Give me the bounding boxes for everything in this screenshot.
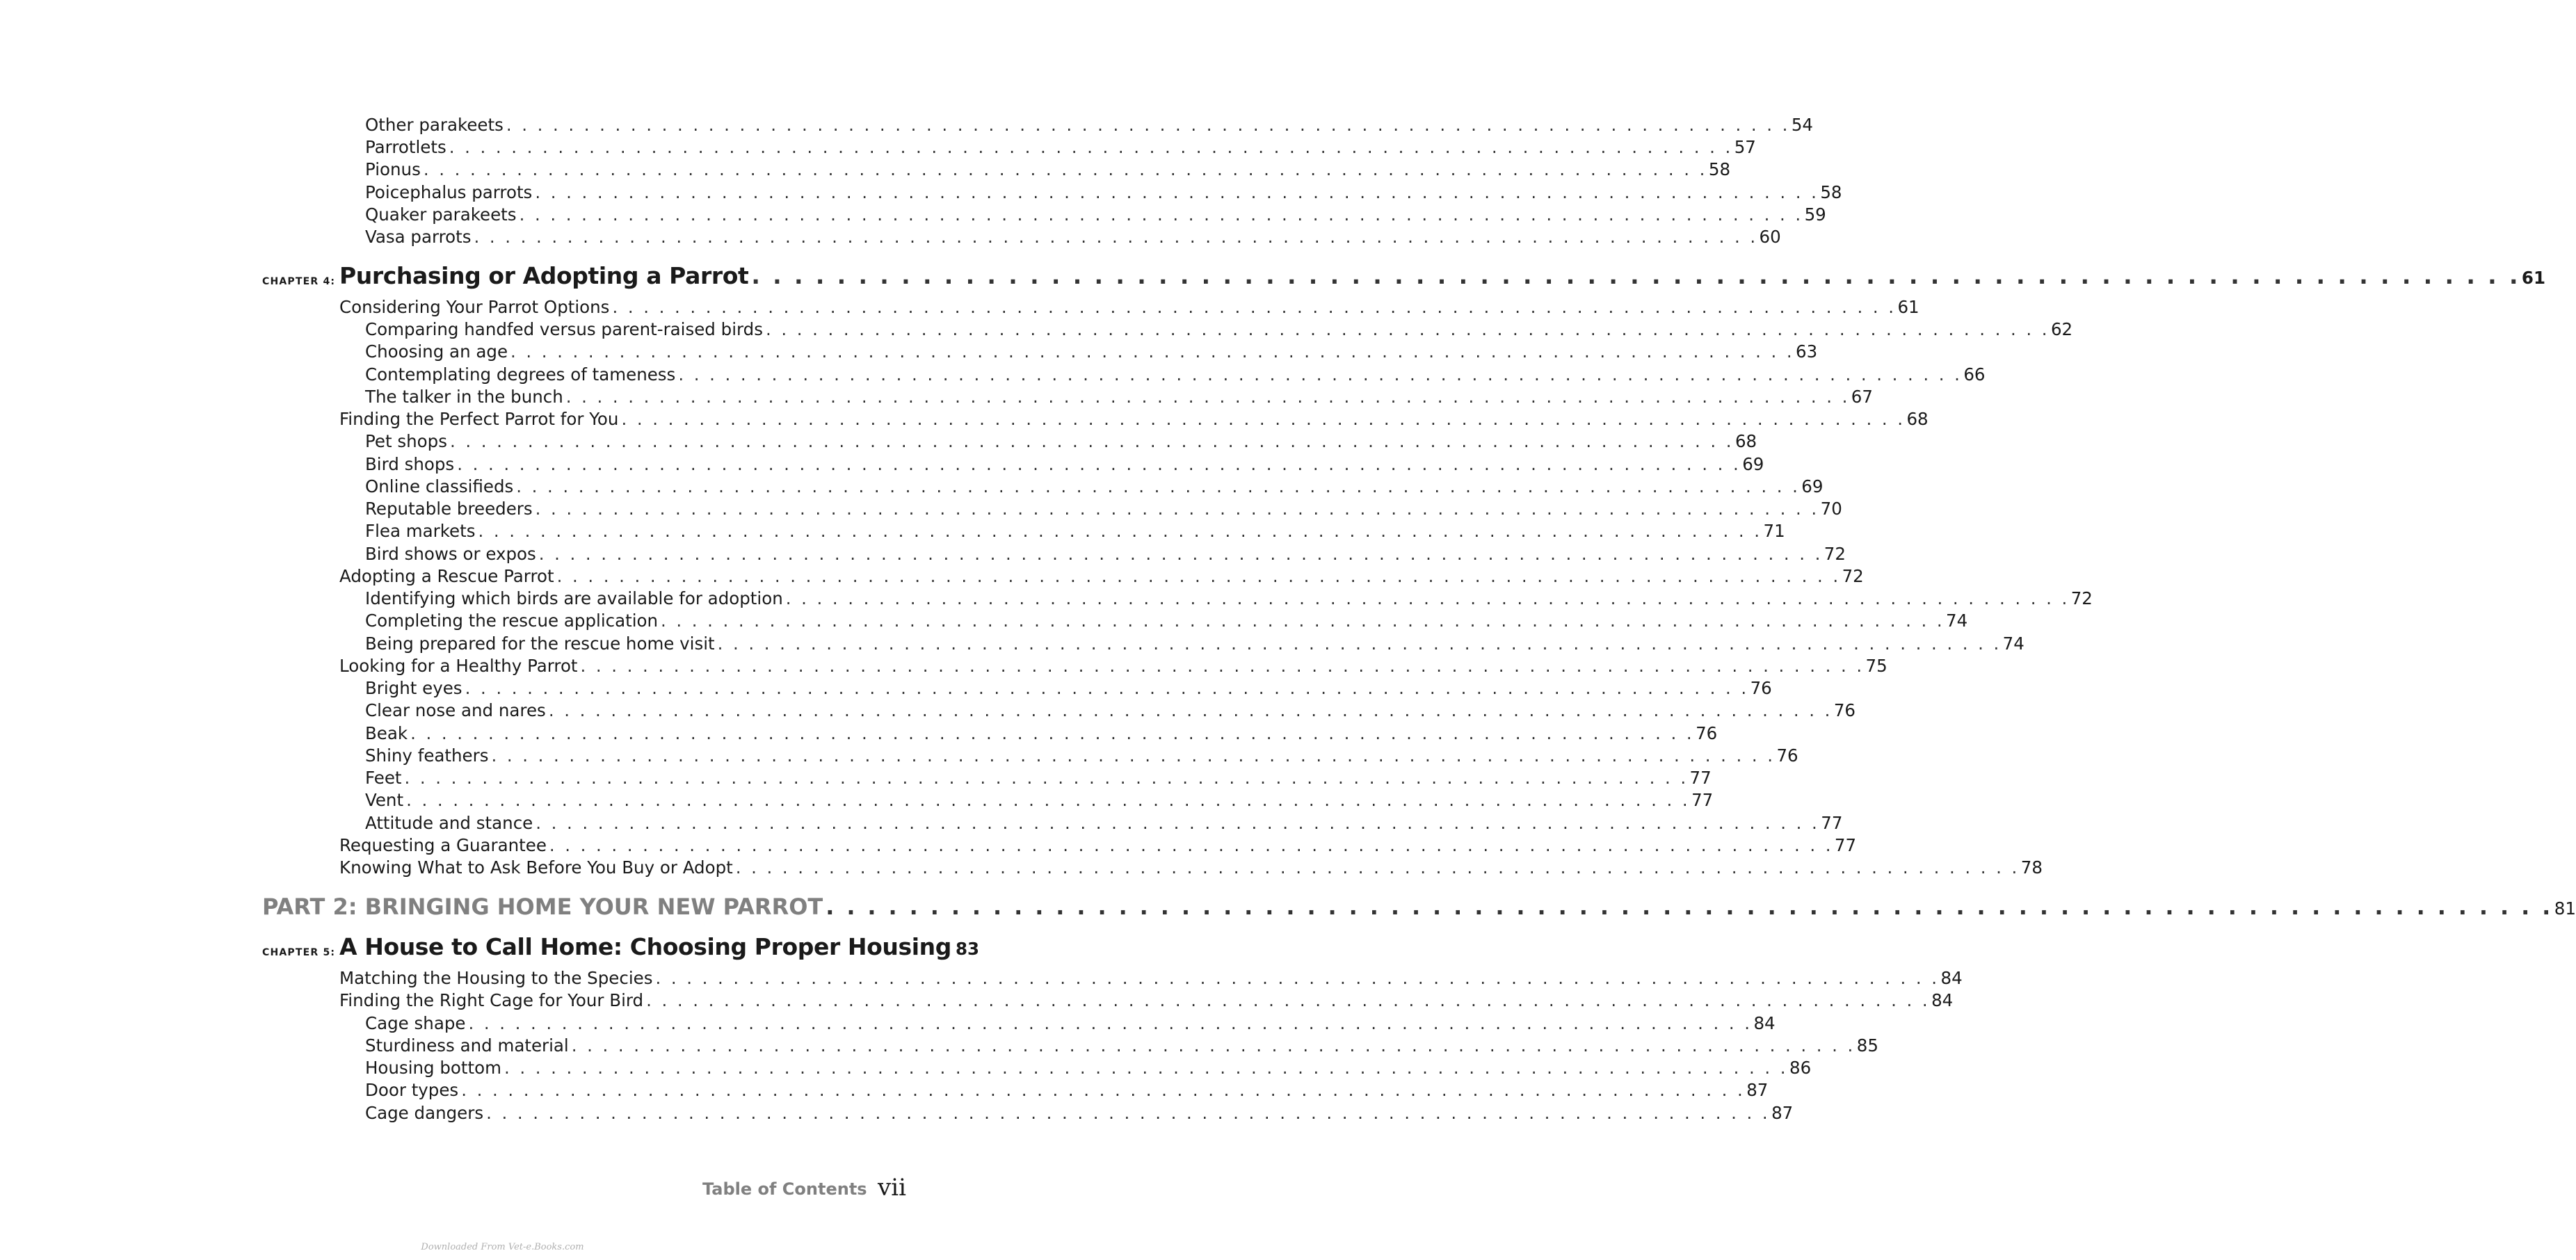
leader-dots: . . . . . . . . . . . . . . . . . . . . . . . . . . . . . . . . . . . . . . . . . . . . . . . . . . . . . . . . . . . . . . . . . . . . . . . . . . . . . . . . . . .	[519, 204, 1803, 225]
toc-entry-page: 69	[1801, 476, 1824, 496]
chapter-label: CHAPTER 4:	[262, 276, 336, 287]
toc-entry-sub	[365, 767, 1712, 789]
toc-entry-page: 68	[1906, 409, 1929, 429]
toc-entry-title: Knowing What to Ask Before You Buy or Adopt	[339, 857, 733, 878]
leader-dots: . . . . . . . . . . . . . . . . . . . . . . . . . . . . . . . . . . . . . . . . . . . . . . . . . . . . . . . . . . . . . . . . . . . . . . . . . . . . . . . . . . .	[474, 227, 1758, 247]
leader-dots: . . . . . . . . . . . . . . . . . . . . . . . . . . . . . . . . . . . . . . . . . . . . . . . . . . . . . . . . . . . . . . . . . . . . . . . . . . . . . . . . . . .	[410, 723, 1695, 743]
toc-entry-page: 69	[1742, 454, 1764, 474]
toc-entry-sub	[365, 181, 1842, 204]
toc-entry-title: PART 2: BRINGING HOME YOUR NEW PARROT	[262, 894, 823, 920]
toc-entry-sub	[365, 1102, 1794, 1124]
toc-entry-title: Finding the Perfect Parrot for You	[339, 409, 619, 429]
toc-entry-page: 70	[1820, 499, 1842, 519]
leader-dots: . . . . . . . . . . . . . . . . . . . . . . . . . . . . . . . . . . . . . . . . . . . . . . . . . . . . . . . . . . . . . . . . . . . . . . . . . . . . . . . . . . .	[504, 1058, 1788, 1078]
toc-entry-section	[339, 296, 1919, 318]
toc-entry-page: 71	[1763, 521, 1785, 541]
toc-entry-page: 60	[1759, 227, 1781, 247]
toc-entry-title: Looking for a Healthy Parrot	[339, 656, 578, 676]
toc-entry-sub	[365, 476, 1824, 498]
toc-entry-page: 81	[2554, 898, 2576, 919]
toc-entry-title: Pet shops	[365, 431, 447, 451]
toc-entry-page: 76	[1776, 745, 1798, 766]
toc-entry-page: 68	[1734, 431, 1757, 451]
toc-entry-page: 76	[1696, 723, 1718, 743]
toc-entry-sub	[365, 159, 1731, 181]
toc-entry-sub	[365, 114, 1814, 136]
toc-entry-sub	[365, 386, 1873, 408]
toc-entry-sub	[365, 588, 2093, 610]
leader-dots: . . . . . . . . . . . . . . . . . . . . . . . . . . . . . . . . . . . . . . . . . . . . . . . . . . . . . . . . . . . . . . . . . . . . . . . . . . . . . . . . . . .	[468, 1013, 1753, 1033]
toc-entry-page: 62	[2050, 319, 2073, 339]
toc-entry-sub	[365, 677, 1772, 700]
leader-dots: . . . . . . . . . . . . . . . . . . . . . . . . . . . . . . . . . . . . . . . . . . . . . . . . . . . . . . . . . . . . . . . . . . . . . . . . . . . . . . . . . . .	[646, 990, 1931, 1010]
toc-entry-sub	[365, 318, 2073, 341]
toc-entry-page: 84	[1753, 1013, 1776, 1033]
toc-entry-title: Identifying which birds are available for adoption	[365, 588, 783, 608]
leader-dots: . . . . . . . . . . . . . . . . . . . . . . . . . . . . . . . . . . . . . . . . . . . . . . . . . . . . . . . . . . . . . . . . . . . . . . . . . . . . . . . . . . .	[751, 262, 2520, 289]
leader-dots: . . . . . . . . . . . . . . . . . . . . . . . . . . . . . . . . . . . . . . . . . . . . . . . . . . . . . . . . . . . . . . . . . . . . . . . . . . . . . . . . . . .	[612, 297, 1897, 317]
toc-entry-title: Requesting a Guarantee	[339, 835, 547, 855]
leader-dots: . . . . . . . . . . . . . . . . . . . . . . . . . . . . . . . . . . . . . . . . . . . . . . . . . . . . . . . . . . . . . . . . . . . . . . . . . . . . . . . . . . .	[491, 745, 1776, 766]
toc-entry-page: 66	[1963, 364, 1986, 385]
leader-dots: . . . . . . . . . . . . . . . . . . . . . . . . . . . . . . . . . . . . . . . . . . . . . . . . . . . . . . . . . . . . . . . . . . . . . . . . . . . . . . . . . . .	[465, 678, 1749, 698]
toc-entry-title: Comparing handfed versus parent-raised birds	[365, 319, 763, 339]
leader-dots: . . . . . . . . . . . . . . . . . . . . . . . . . . . . . . . . . . . . . . . . . . . . . . . . . . . . . . . . . . . . . . . . . . . . . . . . . . . . . . . . . . .	[423, 159, 1707, 179]
toc-entry-page: 76	[1750, 678, 1772, 698]
leader-dots: . . . . . . . . . . . . . . . . . . . . . . . . . . . . . . . . . . . . . . . . . . . . . . . . . . . . . . . . . . . . . . . . . . . . . . . . . . . . . . . . . . .	[478, 521, 1762, 541]
toc-entry-page: 72	[1824, 544, 1846, 564]
toc-entry-title: Other parakeets	[365, 115, 504, 135]
toc-entry-title: Online classifieds	[365, 476, 514, 496]
toc-entry-title: Sturdiness and material	[365, 1035, 569, 1056]
toc-entry-page: 75	[1865, 656, 1887, 676]
toc-entry-page: 61	[2521, 268, 2546, 288]
toc-entry-page: 59	[1804, 204, 1826, 225]
toc-entry-sub	[365, 1012, 1776, 1035]
toc-entry-part	[262, 893, 2576, 923]
leader-dots: . . . . . . . . . . . . . . . . . . . . . . . . . . . . . . . . . . . . . . . . . . . . . . . . . . . . . . . . . . . . . . . . . . . . . . . . . . . . . . . . . . .	[449, 431, 1734, 451]
leader-dots: . . . . . . . . . . . . . . . . . . . . . . . . . . . . . . . . . . . . . . . . . . . . . . . . . . . . . . . . . . . . . . . . . . . . . . . . . . . . . . . . . . .	[621, 409, 1906, 429]
toc-entry-title: Attitude and stance	[365, 813, 533, 833]
toc-entry-page: 58	[1708, 159, 1731, 179]
leader-dots: . . . . . . . . . . . . . . . . . . . . . . . . . . . . . . . . . . . . . . . . . . . . . . . . . . . . . . . . . . . . . . . . . . . . . . . . . . . . . . . . . . .	[785, 588, 2070, 608]
toc-entry-section	[339, 990, 1954, 1012]
toc-entry-page: 63	[1796, 341, 1818, 362]
toc-entry-title: Feet	[365, 768, 402, 788]
toc-entry-page: 58	[1820, 182, 1842, 202]
toc-entry-page: 74	[1946, 611, 1968, 631]
toc-entry-title: Bird shops	[365, 454, 455, 474]
toc-entry-sub	[365, 136, 1756, 159]
toc-entry-section	[339, 967, 1963, 990]
watermark: Downloaded From Vet-e.Books.com	[421, 1242, 584, 1252]
toc-entry-title: Pionus	[365, 159, 421, 179]
leader-dots: . . . . . . . . . . . . . . . . . . . . . . . . . . . . . . . . . . . . . . . . . . . . . . . . . . . . . . . . . . . . . . . . . . . . . . . . . . . . . . . . . . .	[535, 499, 1819, 519]
toc-entry-sub	[365, 633, 2024, 655]
toc-entry-sub	[365, 520, 1785, 542]
toc-entry-title: The talker in the bunch	[365, 387, 563, 407]
toc-entry-page: 77	[1689, 768, 1712, 788]
leader-dots: . . . . . . . . . . . . . . . . . . . . . . . . . . . . . . . . . . . . . . . . . . . . . . . . . . . . . . . . . . . . . . . . . . . . . . . . . . . . . . . . . . .	[717, 633, 2002, 654]
toc-entry-page: 78	[2020, 857, 2043, 878]
leader-dots: . . . . . . . . . . . . . . . . . . . . . . . . . . . . . . . . . . . . . . . . . . . . . . . . . . . . . . . . . . . . . . . . . . . . . . . . . . . . . . . . . . .	[549, 835, 1833, 855]
toc-entry-sub	[365, 341, 1818, 363]
toc-entry-section	[339, 857, 2043, 879]
leader-dots: . . . . . . . . . . . . . . . . . . . . . . . . . . . . . . . . . . . . . . . . . . . . . . . . . . . . . . . . . . . . . . . . . . . . . . . . . . . . . . . . . . .	[655, 968, 1940, 988]
toc-entry-page: 84	[1940, 968, 1963, 988]
leader-dots: . . . . . . . . . . . . . . . . . . . . . . . . . . . . . . . . . . . . . . . . . . . . . . . . . . . . . . . . . . . . . . . . . . . . . . . . . . . . . . . . . . .	[404, 768, 1689, 788]
toc-entry-title: Completing the rescue application	[365, 611, 659, 631]
leader-dots: . . . . . . . . . . . . . . . . . . . . . . . . . . . . . . . . . . . . . . . . . . . . . . . . . . . . . . . . . . . . . . . . . . . . . . . . . . . . . . . . . . .	[516, 476, 1801, 496]
toc-entry-title: Being prepared for the rescue home visit	[365, 633, 715, 654]
toc-entry-title: Vasa parrots	[365, 227, 472, 247]
toc-entry-title: Cage shape	[365, 1013, 466, 1033]
leader-dots: . . . . . . . . . . . . . . . . . . . . . . . . . . . . . . . . . . . . . . . . . . . . . . . . . . . . . . . . . . . . . . . . . . . . . . . . . . . . . . . . . . .	[735, 857, 2020, 878]
leader-dots: . . . . . . . . . . . . . . . . . . . . . . . . . . . . . . . . . . . . . . . . . . . . . . . . . . . . . . . . . . . . . . . . . . . . . . . . . . . . . . . . . . .	[449, 137, 1733, 157]
toc-entry-title: Matching the Housing to the Species	[339, 968, 653, 988]
toc-entry-title: A House to Call Home: Choosing Proper Housing	[339, 933, 951, 960]
leader-dots: . . . . . . . . . . . . . . . . . . . . . . . . . . . . . . . . . . . . . . . . . . . . . . . . . . . . . . . . . . . . . . . . . . . . . . . . . . . . . . . . . . .	[580, 656, 1865, 676]
toc-entry-sub	[365, 1057, 1812, 1079]
toc-entry-page: 72	[1842, 566, 1864, 586]
toc-entry-title: Housing bottom	[365, 1058, 501, 1078]
toc-entry-page: 85	[1856, 1035, 1878, 1056]
leader-dots: . . . . . . . . . . . . . . . . . . . . . . . . . . . . . . . . . . . . . . . . . . . . . . . . . . . . . . . . . . . . . . . . . . . . . . . . . . . . . . . . . . .	[571, 1035, 1855, 1056]
toc-entry-page: 87	[1771, 1103, 1794, 1123]
page-number: vii	[878, 1174, 906, 1202]
toc-entry-sub	[365, 610, 1968, 632]
footer-label: Table of Contents	[702, 1179, 867, 1199]
toc-entry-sub	[365, 700, 1855, 722]
toc-entry-title: Cage dangers	[365, 1103, 484, 1123]
toc-entry-section	[339, 408, 1929, 430]
leader-dots: . . . . . . . . . . . . . . . . . . . . . . . . . . . . . . . . . . . . . . . . . . . . . . . . . . . . . . . . . . . . . . . . . . . . . . . . . . . . . . . . . . .	[510, 341, 1795, 362]
leader-dots: . . . . . . . . . . . . . . . . . . . . . . . . . . . . . . . . . . . . . . . . . . . . . . . . . . . . . . . . . . . . . . . . . . . . . . . . . . . . . . . . . . .	[457, 454, 1741, 474]
toc-entry-title: Vent	[365, 790, 404, 810]
toc-entry-title: Purchasing or Adopting a Parrot	[339, 262, 749, 289]
toc-entry-page: 57	[1734, 137, 1756, 157]
toc-entry-section	[339, 565, 1864, 588]
toc-entry-sub	[365, 453, 1764, 476]
toc-entry-sub	[365, 543, 1846, 565]
leader-dots: . . . . . . . . . . . . . . . . . . . . . . . . . . . . . . . . . . . . . . . . . . . . . . . . . . . . . . . . . . . . . . . . . . . . . . . . . . . . . . . . . . .	[461, 1080, 1746, 1100]
toc-entry-title: Adopting a Rescue Parrot	[339, 566, 554, 586]
toc-entry-title: Choosing an age	[365, 341, 508, 362]
toc-entry-sub	[365, 789, 1714, 811]
toc-entry-section	[339, 834, 1857, 857]
leader-dots: . . . . . . . . . . . . . . . . . . . . . . . . . . . . . . . . . . . . . . . . . . . . . . . . . . . . . . . . . . . . . . . . . . . . . . . . . . . . . . . . . . .	[826, 894, 2553, 920]
toc-entry-page: 87	[1746, 1080, 1769, 1100]
toc-entry-page: 77	[1834, 835, 1857, 855]
toc-entry-title: Contemplating degrees of tameness	[365, 364, 676, 385]
leader-dots: . . . . . . . . . . . . . . . . . . . . . . . . . . . . . . . . . . . . . . . . . . . . . . . . . . . . . . . . . . . . . . . . . . . . . . . . . . . . . . . . . . .	[506, 115, 1790, 135]
toc-entry-title: Considering Your Parrot Options	[339, 297, 610, 317]
toc-entry-sub	[365, 1079, 1769, 1101]
toc-entry-title: Bird shows or expos	[365, 544, 536, 564]
toc-entry-sub	[365, 204, 1826, 226]
toc-entry-title: Door types	[365, 1080, 459, 1100]
toc-entry-chapter	[339, 933, 980, 963]
toc-entry-page: 67	[1851, 387, 1873, 407]
toc-entry-sub	[365, 226, 1781, 248]
toc-entry-page: 74	[2002, 633, 2024, 654]
leader-dots: . . . . . . . . . . . . . . . . . . . . . . . . . . . . . . . . . . . . . . . . . . . . . . . . . . . . . . . . . . . . . . . . . . . . . . . . . . . . . . . . . . .	[406, 790, 1691, 810]
toc-entry-title: Beak	[365, 723, 408, 743]
leader-dots: . . . . . . . . . . . . . . . . . . . . . . . . . . . . . . . . . . . . . . . . . . . . . . . . . . . . . . . . . . . . . . . . . . . . . . . . . . . . . . . . . . .	[535, 182, 1819, 202]
chapter-label: CHAPTER 5:	[262, 947, 336, 958]
leader-dots: . . . . . . . . . . . . . . . . . . . . . . . . . . . . . . . . . . . . . . . . . . . . . . . . . . . . . . . . . . . . . . . . . . . . . . . . . . . . . . . . . . .	[486, 1103, 1771, 1123]
toc-entry-section	[339, 655, 1887, 677]
toc-entry-title: Reputable breeders	[365, 499, 533, 519]
toc-entry-title: Finding the Right Cage for Your Bird	[339, 990, 644, 1010]
toc-entry-page: 84	[1931, 990, 1954, 1010]
leader-dots: . . . . . . . . . . . . . . . . . . . . . . . . . . . . . . . . . . . . . . . . . . . . . . . . . . . . . . . . . . . . . . . . . . . . . . . . . . . . . . . . . . .	[548, 700, 1833, 720]
toc-entry-page: 77	[1691, 790, 1714, 810]
toc-entry-page: 83	[955, 939, 980, 959]
toc-entry-page: 86	[1789, 1058, 1812, 1078]
leader-dots: . . . . . . . . . . . . . . . . . . . . . . . . . . . . . . . . . . . . . . . . . . . . . . . . . . . . . . . . . . . . . . . . . . . . . . . . . . . . . . . . . . .	[565, 387, 1850, 407]
toc-entry-page: 54	[1791, 115, 1814, 135]
leader-dots: . . . . . . . . . . . . . . . . . . . . . . . . . . . . . . . . . . . . . . . . . . . . . . . . . . . . . . . . . . . . . . . . . . . . . . . . . . . . . . . . . . .	[536, 813, 1820, 833]
toc-entry-page: 77	[1821, 813, 1843, 833]
toc-entry-page: 72	[2070, 588, 2093, 608]
toc-entry-title: Quaker parakeets	[365, 204, 517, 225]
toc-entry-sub	[365, 722, 1718, 745]
toc-entry-sub	[365, 364, 1986, 386]
leader-dots: . . . . . . . . . . . . . . . . . . . . . . . . . . . . . . . . . . . . . . . . . . . . . . . . . . . . . . . . . . . . . . . . . . . . . . . . . . . . . . . . . . .	[556, 566, 1841, 586]
toc-entry-sub	[365, 430, 1757, 453]
toc-entry-sub	[365, 745, 1798, 767]
toc-entry-sub	[365, 498, 1842, 520]
toc-entry-sub	[365, 1035, 1878, 1057]
toc-entry-page: 76	[1833, 700, 1855, 720]
toc-entry-title: Shiny feathers	[365, 745, 489, 766]
toc-entry-page: 61	[1897, 297, 1919, 317]
leader-dots: . . . . . . . . . . . . . . . . . . . . . . . . . . . . . . . . . . . . . . . . . . . . . . . . . . . . . . . . . . . . . . . . . . . . . . . . . . . . . . . . . . .	[661, 611, 1945, 631]
leader-dots: . . . . . . . . . . . . . . . . . . . . . . . . . . . . . . . . . . . . . . . . . . . . . . . . . . . . . . . . . . . . . . . . . . . . . . . . . . . . . . . . . . .	[678, 364, 1963, 385]
toc-entry-title: Clear nose and nares	[365, 700, 546, 720]
toc-entry-title: Poicephalus parrots	[365, 182, 533, 202]
toc-entry-sub	[365, 812, 1843, 834]
toc-entry-chapter	[339, 262, 2546, 292]
toc-entry-title: Bright eyes	[365, 678, 462, 698]
toc-entry-title: Parrotlets	[365, 137, 446, 157]
leader-dots: . . . . . . . . . . . . . . . . . . . . . . . . . . . . . . . . . . . . . . . . . . . . . . . . . . . . . . . . . . . . . . . . . . . . . . . . . . . . . . . . . . .	[765, 319, 2050, 339]
leader-dots: . . . . . . . . . . . . . . . . . . . . . . . . . . . . . . . . . . . . . . . . . . . . . . . . . . . . . . . . . . . . . . . . . . . . . . . . . . . . . . . . . . .	[538, 544, 1823, 564]
toc-entry-title: Flea markets	[365, 521, 476, 541]
